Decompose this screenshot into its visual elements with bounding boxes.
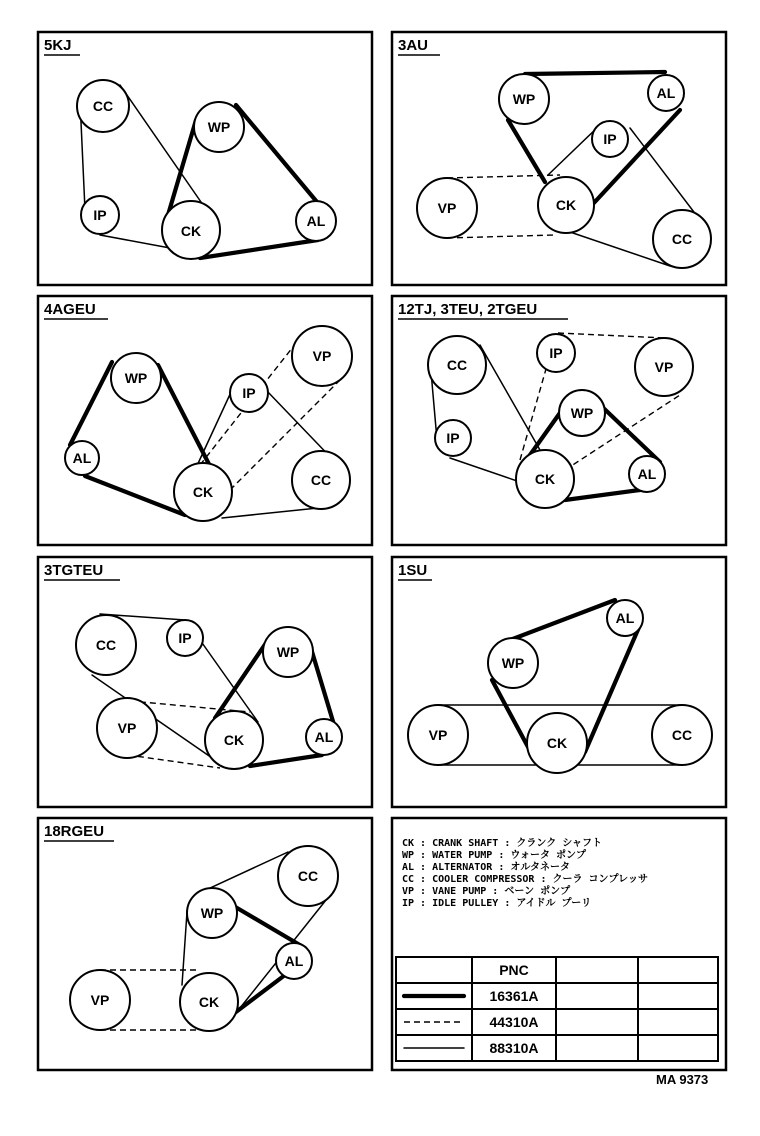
pulley-label: CC — [297, 868, 319, 884]
legend-line: IP : IDLE PULLEY : アイドル プーリ — [402, 898, 592, 909]
panel-12tj-3teu-2tgeu — [392, 296, 726, 545]
footer-code: MA 9373 — [656, 1072, 709, 1087]
pulley-label: VP — [117, 720, 137, 736]
pulley-label: AL — [306, 213, 326, 229]
pulley-label: CC — [671, 231, 693, 247]
panel-5kj — [38, 32, 372, 285]
pulley-label: AL — [656, 85, 676, 101]
panel-title: 4AGEU — [44, 301, 96, 318]
pulley-label: VP — [654, 359, 674, 375]
legend-line: VP : VANE PUMP : ベーン ポンプ — [402, 886, 571, 897]
pulley-label: WP — [276, 644, 300, 660]
legend-line: CC : COOLER COMPRESSOR : クーラ コンプレッサ — [402, 874, 649, 885]
pulley-label: IP — [603, 131, 617, 147]
pulley-label: IP — [242, 385, 256, 401]
panel-3tgteu — [38, 557, 372, 807]
pnc-code: 44310A — [489, 1014, 539, 1030]
pulley-label: WP — [200, 905, 224, 921]
pulley-label: CC — [95, 637, 117, 653]
pulley-label: IP — [93, 207, 107, 223]
panel-title: 3AU — [398, 37, 429, 54]
panel-title: 5KJ — [44, 37, 72, 54]
legend-line: WP : WATER PUMP : ウォータ ポンプ — [402, 850, 586, 861]
panel-title: 3TGTEU — [44, 562, 104, 579]
pulley-label: AL — [284, 953, 304, 969]
pulley-label: CC — [671, 727, 693, 743]
panel-1su — [392, 557, 726, 807]
pulley-label: VP — [437, 200, 457, 216]
pulley-label: CK — [223, 732, 245, 748]
pulley-label: WP — [124, 370, 148, 386]
pulley-label: IP — [446, 430, 460, 446]
pulley-label: WP — [570, 405, 594, 421]
pulley-label: CK — [534, 471, 556, 487]
pulley-label: IP — [178, 630, 192, 646]
pulley-label: CK — [198, 994, 220, 1010]
pulley-label: WP — [501, 655, 525, 671]
pulley-label: VP — [428, 727, 448, 743]
pnc-code: 16361A — [489, 988, 539, 1004]
panel-4ageu — [38, 296, 372, 545]
pulley-label: VP — [312, 348, 332, 364]
pulley-label: AL — [72, 450, 92, 466]
legend-panel — [392, 818, 726, 1070]
pulley-label: CK — [555, 197, 577, 213]
legend-line: AL : ALTERNATOR : オルタネータ — [402, 862, 570, 873]
panel-title: 12TJ, 3TEU, 2TGEU — [398, 301, 538, 318]
pulley-label: IP — [549, 345, 563, 361]
panel-title: 18RGEU — [44, 823, 105, 840]
pulley-label: WP — [207, 119, 231, 135]
pulley-label: VP — [90, 992, 110, 1008]
pulley-label: CC — [446, 357, 468, 373]
legend-line: CK : CRANK SHAFT : クランク シャフト — [402, 838, 603, 849]
pulley-label: CC — [92, 98, 114, 114]
pulley-label: CC — [310, 472, 332, 488]
pulley-label: AL — [314, 729, 334, 745]
panel-3au — [392, 32, 726, 285]
pnc-code: 88310A — [489, 1040, 539, 1056]
pulley-label: CK — [192, 484, 214, 500]
pulley-label: WP — [512, 91, 536, 107]
pulley-label: CK — [546, 735, 568, 751]
pulley-label: AL — [615, 610, 635, 626]
panel-title: 1SU — [398, 562, 428, 579]
panel-18rgeu — [38, 818, 372, 1070]
table-header-pnc: PNC — [499, 962, 529, 978]
pulley-label: CK — [180, 223, 202, 239]
pulley-label: AL — [637, 466, 657, 482]
